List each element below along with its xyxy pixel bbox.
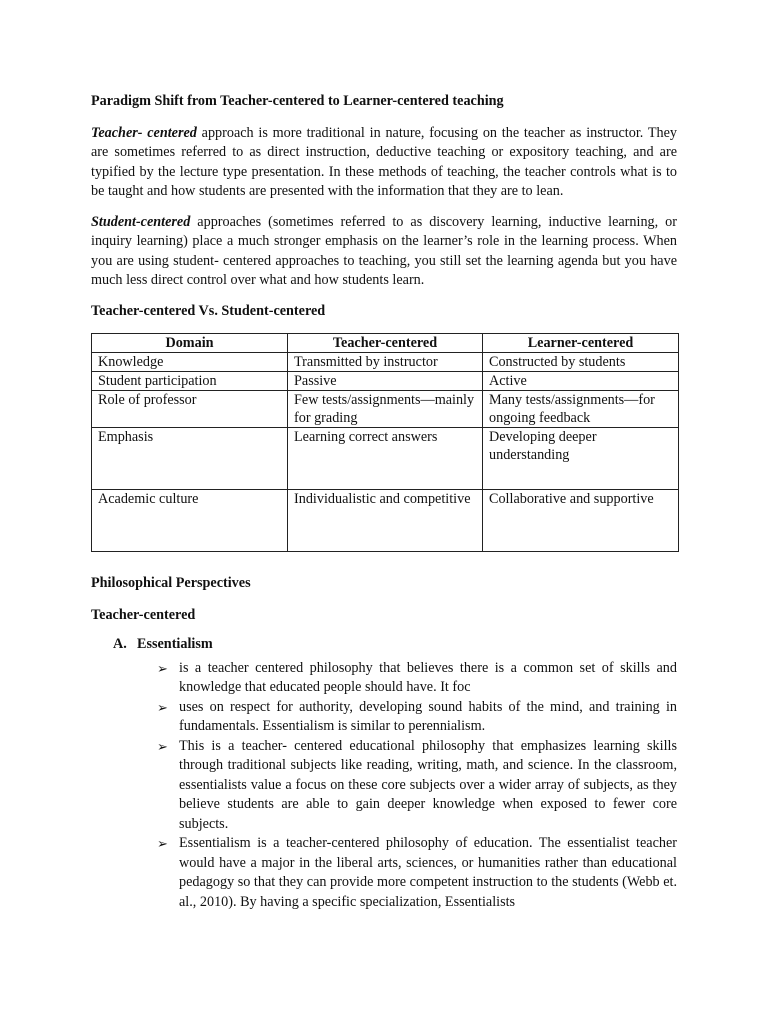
column-header-domain: Domain xyxy=(92,334,288,353)
table-cell: Learning correct answers xyxy=(288,428,483,490)
table-row xyxy=(92,391,679,428)
list-item-text: uses on respect for authority, developing sound habits of the mind, and training in fundamentals. Essentialism is similar to perennialism. xyxy=(179,698,677,734)
paragraph-student-centered xyxy=(91,213,677,291)
bullet-list xyxy=(91,659,677,913)
table-cell: Transmitted by instructor xyxy=(288,353,483,372)
table-cell: Constructed by students xyxy=(483,353,679,372)
list-item-text: Essentialism is a teacher-centered philosophy of education. The essentialist teacher would have a major in the liberal arts, sciences, or humanities rather than educational pedagogy so that they can provide more competent instruction to the students (Webb et. al., 2010). By having a specific specialization, Essentialists xyxy=(179,835,677,910)
document-title: Paradigm Shift from Teacher-centered to Learner-centered teaching xyxy=(91,93,504,109)
arrow-bullet-icon: ➢ xyxy=(157,699,168,715)
table-cell: Few tests/assignments—mainly for grading xyxy=(288,391,483,428)
paragraph-lead-student-centered: Student-centered xyxy=(91,213,191,230)
table-heading: Teacher-centered Vs. Student-centered xyxy=(91,302,326,319)
list-item-text: is a teacher centered philosophy that believes there is a common set of skills and knowledge that educated people should have. It foc xyxy=(179,659,677,695)
arrow-bullet-icon: ➢ xyxy=(157,738,168,754)
table-cell: Knowledge xyxy=(92,353,288,372)
table-row xyxy=(92,490,679,552)
list-marker: A. xyxy=(113,636,127,652)
table-header-row xyxy=(92,334,679,353)
list-item xyxy=(157,737,677,835)
table-row xyxy=(92,428,679,490)
table-cell: Many tests/assignments—for ongoing feedback xyxy=(483,391,679,428)
arrow-bullet-icon: ➢ xyxy=(157,660,168,676)
section-heading: Philosophical Perspectives xyxy=(91,575,251,591)
list-item-text: This is a teacher- centered educational philosophy that emphasizes learning skills through traditional subjects like reading, writing, math, and science. In the classroom, essentialists value a focus on these core subjects over a wider array of subjects, as they believe students are able to gain deeper knowledge when exposed to fewer core subjects. xyxy=(179,737,677,832)
table-row xyxy=(92,353,679,372)
paragraph-lead-teacher-centered: Teacher- centered xyxy=(91,124,197,141)
list-item-heading xyxy=(113,635,677,655)
comparison-table xyxy=(91,333,679,552)
column-header-teacher-centered: Teacher-centered xyxy=(288,334,483,353)
table-cell: Individualistic and competitive xyxy=(288,490,483,552)
list-item-title: Essentialism xyxy=(137,636,213,652)
paragraph-teacher-centered xyxy=(91,124,677,202)
table-cell: Active xyxy=(483,372,679,391)
table-cell: Emphasis xyxy=(92,428,288,490)
table-cell: Academic culture xyxy=(92,490,288,552)
arrow-bullet-icon: ➢ xyxy=(157,836,168,851)
table-row xyxy=(92,372,679,391)
table-cell: Developing deeper understanding xyxy=(483,428,679,490)
paragraph-body: approaches (sometimes referred to as discovery learning, inductive learning, or inquiry learning) place a much stronger emphasis on the learner’s role in the learning process. When you are using student- centered approaches to teaching, you still set the learning agenda but you have much less direct control over what and how students learn. xyxy=(91,213,677,288)
list-item xyxy=(157,834,677,912)
column-header-learner-centered: Learner-centered xyxy=(483,334,679,353)
subsection-heading: Teacher-centered xyxy=(91,606,196,623)
paragraph-body: approach is more traditional in nature, focusing on the teacher as instructor. They are sometimes referred to as direct instruction, deductive teaching or expository teaching, and are typified by the lecture type presentation. In these methods of teaching, the teacher controls what is to be taught and how students are presented with the information that they are to lean. xyxy=(91,124,677,199)
table-cell: Collaborative and supportive xyxy=(483,490,679,552)
list-item xyxy=(157,659,677,698)
table-cell: Passive xyxy=(288,372,483,391)
document-content xyxy=(91,92,677,912)
list-item xyxy=(157,698,677,737)
table-cell: Role of professor xyxy=(92,391,288,428)
table-cell: Student participation xyxy=(92,372,288,391)
